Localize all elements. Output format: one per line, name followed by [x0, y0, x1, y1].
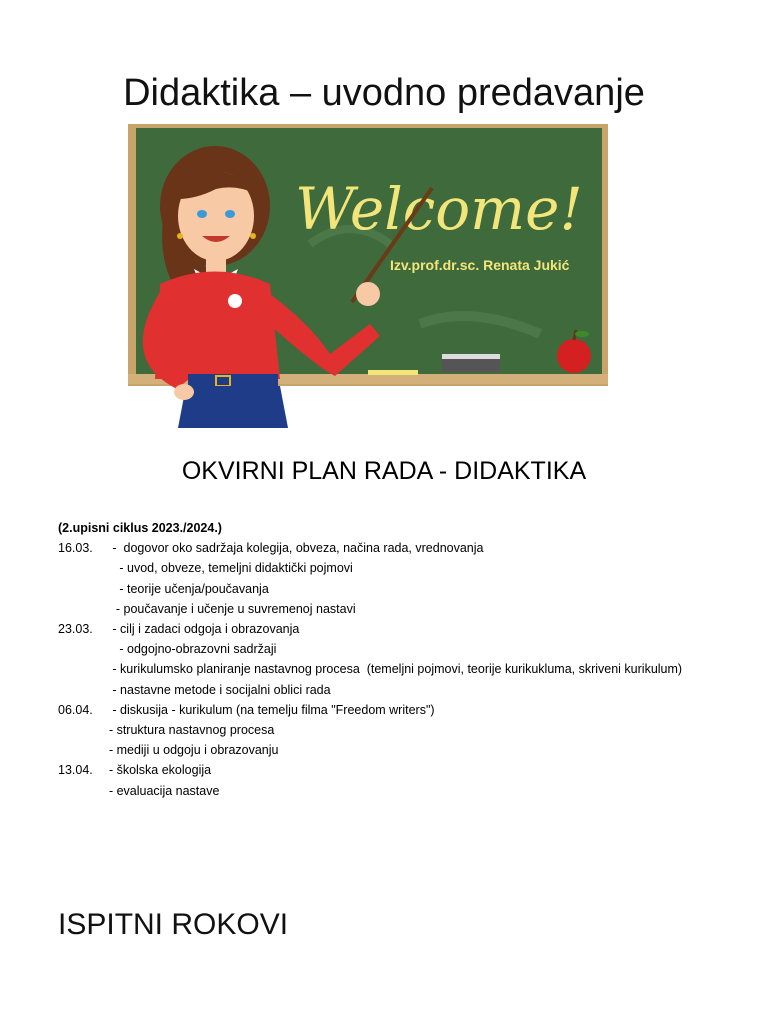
schedule-topic: - mediji u odgoju i obrazovanju	[102, 743, 279, 758]
schedule-topic: - školska ekologija	[102, 763, 212, 778]
schedule-row	[58, 579, 748, 599]
schedule-topic: - nastavne metode i socijalni oblici rada	[102, 682, 331, 697]
schedule-topic: - struktura nastavnog procesa	[102, 723, 275, 738]
schedule-row	[58, 538, 748, 558]
schedule-date	[58, 659, 102, 679]
schedule-row	[58, 700, 748, 720]
schedule-date	[58, 781, 102, 801]
schedule-row	[58, 720, 748, 740]
schedule-topic: - teorije učenja/poučavanja	[102, 581, 269, 596]
flower-icon	[228, 294, 242, 308]
schedule-date	[58, 740, 102, 760]
schedule-row	[58, 659, 748, 679]
schedule-date	[58, 680, 102, 700]
schedule-date: 16.03.	[58, 541, 93, 556]
schedule-row	[58, 599, 748, 619]
welcome-text: Welcome!	[295, 175, 583, 243]
schedule-topic: - uvod, obveze, temeljni didaktički pojmovi	[102, 561, 353, 576]
welcome-illustration	[120, 124, 620, 428]
schedule-topic: - diskusija - kurikulum (na temelju filma "Freedom writers")	[102, 702, 435, 717]
schedule-topic: - cilj i zadaci odgoja i obrazovanja	[102, 622, 300, 637]
schedule-topic: - evaluacija nastave	[102, 783, 220, 798]
schedule-date: 23.03.	[58, 622, 93, 637]
schedule-topic: - poučavanje i učenje u suvremenoj nastavi	[102, 601, 356, 616]
schedule-date: 13.04.	[58, 763, 93, 778]
schedule-date	[58, 720, 102, 740]
schedule-topic: - kurikulumsko planiranje nastavnog procesa (temeljni pojmovi, teorije kurikukluma, skriveni kurikulum)	[102, 662, 683, 677]
schedule-row	[58, 680, 748, 700]
eraser	[442, 358, 500, 372]
schedule-row	[58, 781, 748, 801]
schedule-topic: - odgojno-obrazovni sadržaji	[102, 642, 277, 657]
schedule-row	[58, 619, 748, 639]
exam-dates-heading: ISPITNI ROKOVI	[58, 908, 289, 941]
schedule-date: 06.04.	[58, 702, 93, 717]
schedule-date	[58, 579, 102, 599]
schedule-row	[58, 760, 748, 780]
lecturer-name: Izv.prof.dr.sc. Renata Jukić	[390, 257, 570, 273]
schedule-row	[58, 740, 748, 760]
chalk-piece	[368, 370, 418, 375]
schedule-date	[58, 558, 102, 578]
schedule-row	[58, 558, 748, 578]
page-title: Didaktika – uvodno predavanje	[123, 72, 645, 114]
schedule-date	[58, 599, 102, 619]
plan-heading: OKVIRNI PLAN RADA - DIDAKTIKA	[181, 457, 587, 485]
study-cycle: (2.upisni ciklus 2023./2024.)	[58, 521, 222, 535]
schedule-plan	[58, 518, 748, 801]
apple-icon	[557, 339, 591, 373]
schedule-row	[58, 639, 748, 659]
schedule-topic: - dogovor oko sadržaja kolegija, obveza, načina rada, vrednovanja	[102, 541, 484, 556]
schedule-date	[58, 639, 102, 659]
